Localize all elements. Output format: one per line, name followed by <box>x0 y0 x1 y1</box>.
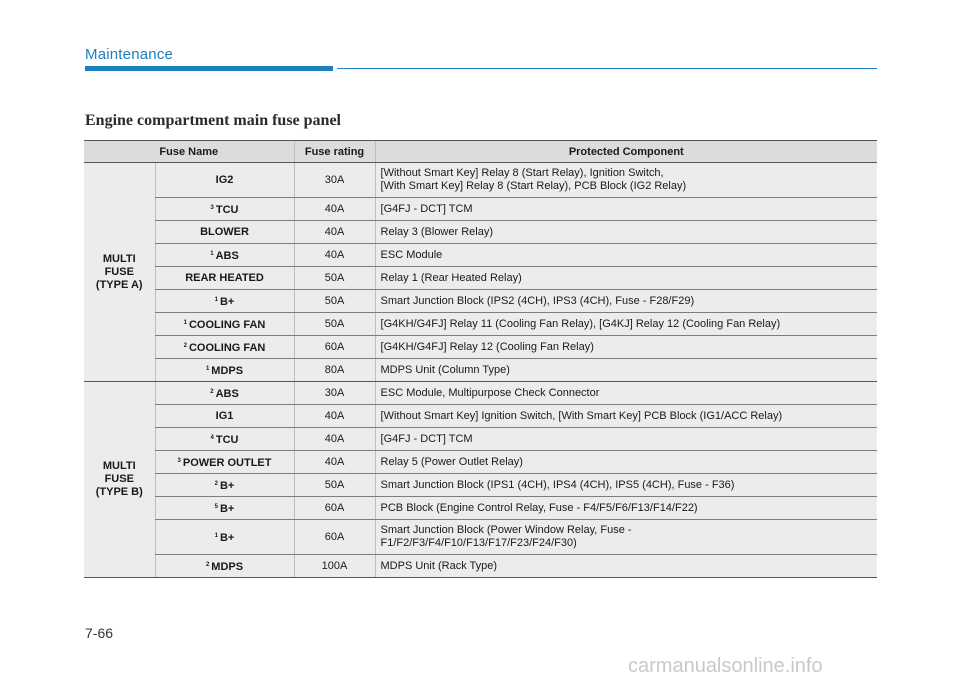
protected-component-line: [With Smart Key] Relay 8 (Start Relay), PCB Block (IG2 Relay) <box>380 180 687 192</box>
fuse-name-cell <box>155 520 294 555</box>
table-row <box>84 451 877 474</box>
table-row <box>84 497 877 520</box>
fuse-name-cell <box>155 497 294 520</box>
fuse-rating-cell: 40A <box>294 451 375 474</box>
fuse-rating-cell: 80A <box>294 359 375 382</box>
fuse-name: B+ <box>219 295 235 308</box>
table-row <box>84 336 877 359</box>
fuse-name: POWER OUTLET <box>182 456 272 469</box>
fuse-name-cell <box>155 198 294 221</box>
footnote-marker: 1 <box>183 319 187 326</box>
header-rule-thick <box>85 66 333 71</box>
protected-component-cell <box>375 497 877 520</box>
protected-component-cell <box>375 163 877 198</box>
protected-component-line: Relay 1 (Rear Heated Relay) <box>380 271 522 284</box>
protected-component-line: MDPS Unit (Column Type) <box>380 363 510 376</box>
protected-component-line: PCB Block (Engine Control Relay, Fuse - F4/F5/F6/F13/F14/F22) <box>380 501 698 514</box>
fuse-name: MDPS <box>211 560 244 573</box>
protected-component-cell <box>375 221 877 244</box>
fuse-name-cell <box>155 221 294 244</box>
footnote-marker: 3 <box>210 204 214 211</box>
fuse-name: B+ <box>219 479 235 492</box>
fuse-name: MDPS <box>211 364 244 377</box>
watermark: carmanualsonline.info <box>628 655 823 677</box>
protected-component-line: F1/F2/F3/F4/F10/F13/F17/F23/F24/F30) <box>380 537 577 549</box>
fuse-name: IG1 <box>215 409 234 422</box>
protected-component-cell <box>375 382 877 405</box>
protected-component-cell <box>375 520 877 555</box>
fuse-rating-cell: 40A <box>294 244 375 267</box>
fuse-group-label <box>84 163 155 382</box>
protected-component-line: [Without Smart Key] Relay 8 (Start Relay), Ignition Switch, <box>380 167 664 179</box>
protected-component-cell <box>375 267 877 290</box>
fuse-rating-cell: 60A <box>294 336 375 359</box>
protected-component-cell <box>375 244 877 267</box>
footnote-marker: 4 <box>210 434 214 441</box>
footnote-marker: 1 <box>205 365 210 372</box>
fuse-name-cell <box>155 163 294 198</box>
fuse-name: ABS <box>215 249 239 262</box>
footnote-marker: 2 <box>205 561 210 568</box>
fuse-name-cell <box>155 336 294 359</box>
table-row <box>84 428 877 451</box>
fuse-table-body <box>84 163 877 578</box>
column-header-protected-component: Protected Component <box>375 141 877 163</box>
fuse-rating-cell: 100A <box>294 555 375 578</box>
protected-component-line: ESC Module <box>380 248 443 261</box>
fuse-group-label-line: FUSE <box>104 265 134 278</box>
table-row <box>84 290 877 313</box>
table-row <box>84 244 877 267</box>
header-rule-thin <box>337 68 877 69</box>
fuse-table <box>84 140 877 578</box>
section-title: Maintenance <box>85 46 174 63</box>
fuse-name: REAR HEATED <box>185 271 264 284</box>
fuse-name: TCU <box>215 203 239 216</box>
page-number: 7-66 <box>85 625 114 641</box>
fuse-rating-cell: 40A <box>294 198 375 221</box>
fuse-name-cell <box>155 405 294 428</box>
fuse-name-cell <box>155 555 294 578</box>
fuse-rating-cell: 50A <box>294 267 375 290</box>
protected-component-cell <box>375 428 877 451</box>
fuse-name-cell <box>155 244 294 267</box>
protected-component-line: [Without Smart Key] Ignition Switch, [With Smart Key] PCB Block (IG1/ACC Relay) <box>380 409 783 422</box>
fuse-name: COOLING FAN <box>188 341 266 354</box>
protected-component-cell <box>375 198 877 221</box>
fuse-name-cell <box>155 267 294 290</box>
protected-component-cell <box>375 474 877 497</box>
fuse-rating-cell: 40A <box>294 221 375 244</box>
footnote-marker: 1 <box>214 532 218 539</box>
fuse-group-label-line: MULTI <box>102 460 136 472</box>
fuse-name: B+ <box>219 502 235 515</box>
protected-component-cell <box>375 336 877 359</box>
protected-component-line: ESC Module, Multipurpose Check Connector <box>380 386 600 399</box>
fuse-name-cell <box>155 382 294 405</box>
table-row <box>84 163 877 198</box>
protected-component-line: Relay 5 (Power Outlet Relay) <box>380 455 523 468</box>
fuse-name-cell <box>155 290 294 313</box>
fuse-rating-cell: 40A <box>294 405 375 428</box>
fuse-name: BLOWER <box>200 225 249 238</box>
fuse-rating-cell: 60A <box>294 520 375 555</box>
table-header-row <box>84 141 877 163</box>
fuse-name: ABS <box>215 387 239 400</box>
fuse-group-label-line: FUSE <box>104 473 134 485</box>
protected-component-line: [G4KH/G4FJ] Relay 11 (Cooling Fan Relay), [G4KJ] Relay 12 (Cooling Fan Relay) <box>380 317 781 330</box>
protected-component-cell <box>375 359 877 382</box>
protected-component-cell <box>375 313 877 336</box>
table-row <box>84 555 877 578</box>
table-row <box>84 359 877 382</box>
fuse-rating-cell: 30A <box>294 163 375 198</box>
protected-component-line: [G4FJ - DCT] TCM <box>380 202 473 215</box>
footnote-marker: 1 <box>214 296 218 303</box>
footnote-marker: 2 <box>210 388 214 395</box>
fuse-name-cell <box>155 313 294 336</box>
protected-component-line: Smart Junction Block (IPS1 (4CH), IPS4 (4CH), IPS5 (4CH), Fuse - F36) <box>380 478 735 491</box>
fuse-group-label <box>84 382 155 578</box>
fuse-group-label-line: (TYPE B) <box>95 486 143 498</box>
table-row <box>84 405 877 428</box>
table-row <box>84 267 877 290</box>
table-row <box>84 198 877 221</box>
fuse-name-cell <box>155 359 294 382</box>
footnote-marker: 2 <box>214 480 218 487</box>
footnote-marker: 5 <box>214 503 218 510</box>
fuse-rating-cell: 60A <box>294 497 375 520</box>
column-header-fuse-name: Fuse Name <box>84 141 294 163</box>
table-row <box>84 474 877 497</box>
table-row <box>84 313 877 336</box>
fuse-rating-cell: 50A <box>294 474 375 497</box>
footnote-marker: 2 <box>183 342 187 349</box>
fuse-rating-cell: 50A <box>294 313 375 336</box>
fuse-name: TCU <box>215 433 239 446</box>
fuse-group-label-line: (TYPE A) <box>95 278 143 291</box>
table-row <box>84 221 877 244</box>
protected-component-line: [G4FJ - DCT] TCM <box>380 432 473 445</box>
fuse-name: B+ <box>219 531 235 544</box>
protected-component-cell <box>375 405 877 428</box>
fuse-name: IG2 <box>215 173 234 186</box>
protected-component-line: [G4KH/G4FJ] Relay 12 (Cooling Fan Relay) <box>380 340 594 353</box>
protected-component-cell <box>375 451 877 474</box>
protected-component-cell <box>375 290 877 313</box>
fuse-name-cell <box>155 474 294 497</box>
footnote-marker: 3 <box>177 457 181 464</box>
protected-component-line: Relay 3 (Blower Relay) <box>380 225 493 238</box>
column-header-fuse-rating: Fuse rating <box>294 141 375 163</box>
fuse-rating-cell: 30A <box>294 382 375 405</box>
footnote-marker: 1 <box>210 250 214 257</box>
protected-component-line: Smart Junction Block (IPS2 (4CH), IPS3 (4CH), Fuse - F28/F29) <box>380 294 695 307</box>
fuse-name-cell <box>155 428 294 451</box>
fuse-rating-cell: 50A <box>294 290 375 313</box>
protected-component-line: MDPS Unit (Rack Type) <box>380 559 498 572</box>
protected-component-line: Smart Junction Block (Power Window Relay, Fuse - <box>380 524 632 536</box>
fuse-rating-cell: 40A <box>294 428 375 451</box>
fuse-name-cell <box>155 451 294 474</box>
table-row <box>84 520 877 555</box>
page-heading: Engine compartment main fuse panel <box>85 112 341 129</box>
fuse-group-label-line: MULTI <box>102 252 136 265</box>
fuse-name: COOLING FAN <box>188 318 266 331</box>
table-row <box>84 382 877 405</box>
protected-component-cell <box>375 555 877 578</box>
